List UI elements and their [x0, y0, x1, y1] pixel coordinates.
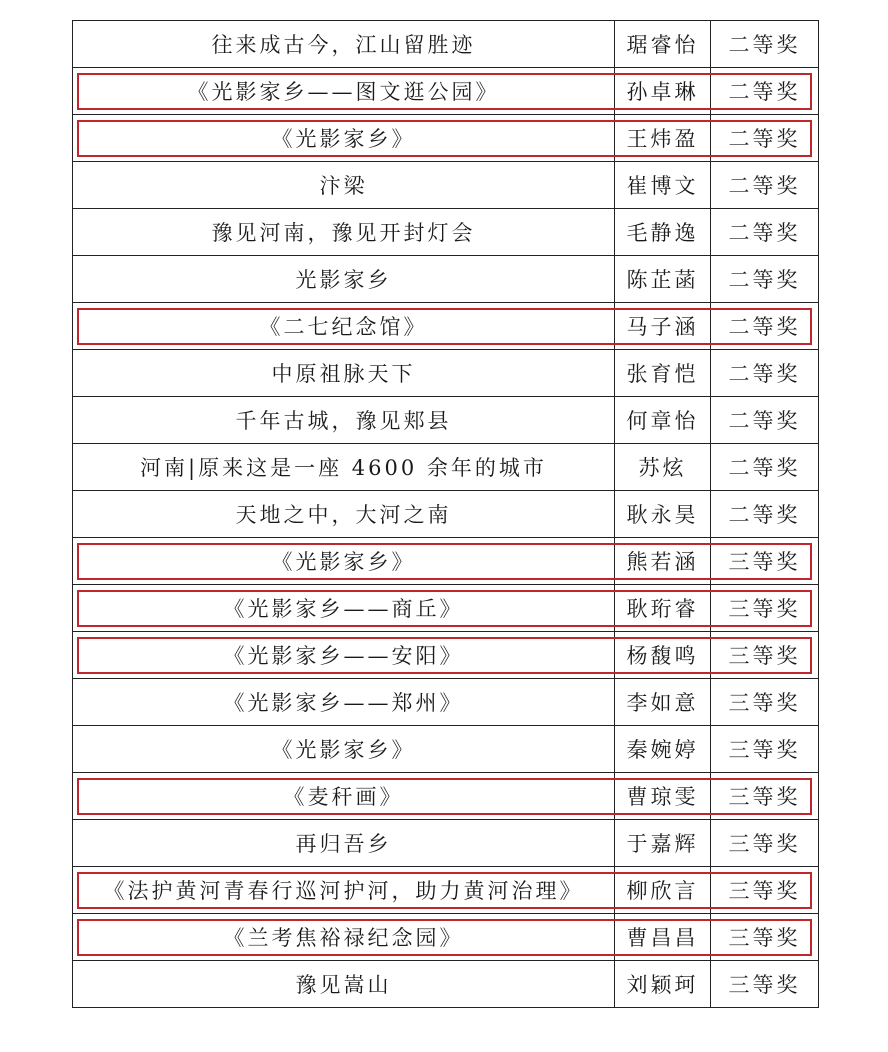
work-title-cell: 豫见河南，豫见开封灯会 [73, 209, 615, 256]
work-title-cell: 千年古城，豫见郏县 [73, 397, 615, 444]
award-level-cell: 二等奖 [711, 303, 819, 350]
work-title-cell: 汴梁 [73, 162, 615, 209]
award-level-cell: 三等奖 [711, 961, 819, 1008]
work-title-cell: 《光影家乡——郑州》 [73, 679, 615, 726]
award-level-cell: 二等奖 [711, 68, 819, 115]
table-row [73, 679, 819, 726]
table-row [73, 867, 819, 914]
author-name-cell: 刘颖珂 [615, 961, 711, 1008]
table-row [73, 303, 819, 350]
work-title-cell: 《兰考焦裕禄纪念园》 [73, 914, 615, 961]
table-row [73, 585, 819, 632]
award-level-cell: 二等奖 [711, 444, 819, 491]
award-level-cell: 三等奖 [711, 632, 819, 679]
table-row [73, 632, 819, 679]
author-name-cell: 柳欣言 [615, 867, 711, 914]
table-row [73, 961, 819, 1008]
award-level-cell: 二等奖 [711, 491, 819, 538]
author-name-cell: 耿永昊 [615, 491, 711, 538]
table-row [73, 115, 819, 162]
author-name-cell: 于嘉辉 [615, 820, 711, 867]
award-level-cell: 三等奖 [711, 679, 819, 726]
work-title-cell: 豫见嵩山 [73, 961, 615, 1008]
table-row [73, 162, 819, 209]
award-level-cell: 二等奖 [711, 115, 819, 162]
award-table [72, 20, 819, 1008]
award-table-body [73, 21, 819, 1008]
author-name-cell: 曹琼雯 [615, 773, 711, 820]
table-row [73, 209, 819, 256]
work-title-cell: 再归吾乡 [73, 820, 615, 867]
table-row [73, 538, 819, 585]
author-name-cell: 秦婉婷 [615, 726, 711, 773]
table-row [73, 491, 819, 538]
author-name-cell: 苏炫 [615, 444, 711, 491]
author-name-cell: 陈芷菡 [615, 256, 711, 303]
award-level-cell: 三等奖 [711, 726, 819, 773]
table-row [73, 820, 819, 867]
award-level-cell: 二等奖 [711, 21, 819, 68]
author-name-cell: 曹昌昌 [615, 914, 711, 961]
award-level-cell: 三等奖 [711, 773, 819, 820]
work-title-cell: 《法护黄河青春行巡河护河，助力黄河治理》 [73, 867, 615, 914]
work-title-cell: 《光影家乡》 [73, 726, 615, 773]
work-title-cell: 《光影家乡——图文逛公园》 [73, 68, 615, 115]
award-level-cell: 三等奖 [711, 585, 819, 632]
table-row [73, 256, 819, 303]
work-title-cell: 天地之中，大河之南 [73, 491, 615, 538]
award-level-cell: 二等奖 [711, 162, 819, 209]
award-level-cell: 二等奖 [711, 350, 819, 397]
author-name-cell: 李如意 [615, 679, 711, 726]
award-level-cell: 三等奖 [711, 820, 819, 867]
author-name-cell: 杨馥鸣 [615, 632, 711, 679]
author-name-cell: 孙卓琳 [615, 68, 711, 115]
table-row [73, 726, 819, 773]
work-title-cell: 《光影家乡——安阳》 [73, 632, 615, 679]
work-title-cell: 《光影家乡——商丘》 [73, 585, 615, 632]
work-title-cell: 《光影家乡》 [73, 538, 615, 585]
award-level-cell: 三等奖 [711, 914, 819, 961]
author-name-cell: 马子涵 [615, 303, 711, 350]
table-row [73, 773, 819, 820]
author-name-cell: 崔博文 [615, 162, 711, 209]
work-title-cell: 《麦秆画》 [73, 773, 615, 820]
award-level-cell: 三等奖 [711, 867, 819, 914]
author-name-cell: 何章怡 [615, 397, 711, 444]
table-row [73, 914, 819, 961]
table-row [73, 68, 819, 115]
author-name-cell: 王炜盈 [615, 115, 711, 162]
award-level-cell: 三等奖 [711, 538, 819, 585]
author-name-cell: 琚睿怡 [615, 21, 711, 68]
table-row [73, 397, 819, 444]
author-name-cell: 张育恺 [615, 350, 711, 397]
work-title-cell: 《二七纪念馆》 [73, 303, 615, 350]
work-title-cell: 《光影家乡》 [73, 115, 615, 162]
work-title-cell: 河南|原来这是一座 4600 余年的城市 [73, 444, 615, 491]
work-title-cell: 往来成古今，江山留胜迹 [73, 21, 615, 68]
award-level-cell: 二等奖 [711, 256, 819, 303]
award-level-cell: 二等奖 [711, 209, 819, 256]
award-level-cell: 二等奖 [711, 397, 819, 444]
work-title-cell: 中原祖脉天下 [73, 350, 615, 397]
table-row [73, 444, 819, 491]
author-name-cell: 熊若涵 [615, 538, 711, 585]
table-row [73, 350, 819, 397]
table-row [73, 21, 819, 68]
work-title-cell: 光影家乡 [73, 256, 615, 303]
author-name-cell: 毛静逸 [615, 209, 711, 256]
author-name-cell: 耿珩睿 [615, 585, 711, 632]
